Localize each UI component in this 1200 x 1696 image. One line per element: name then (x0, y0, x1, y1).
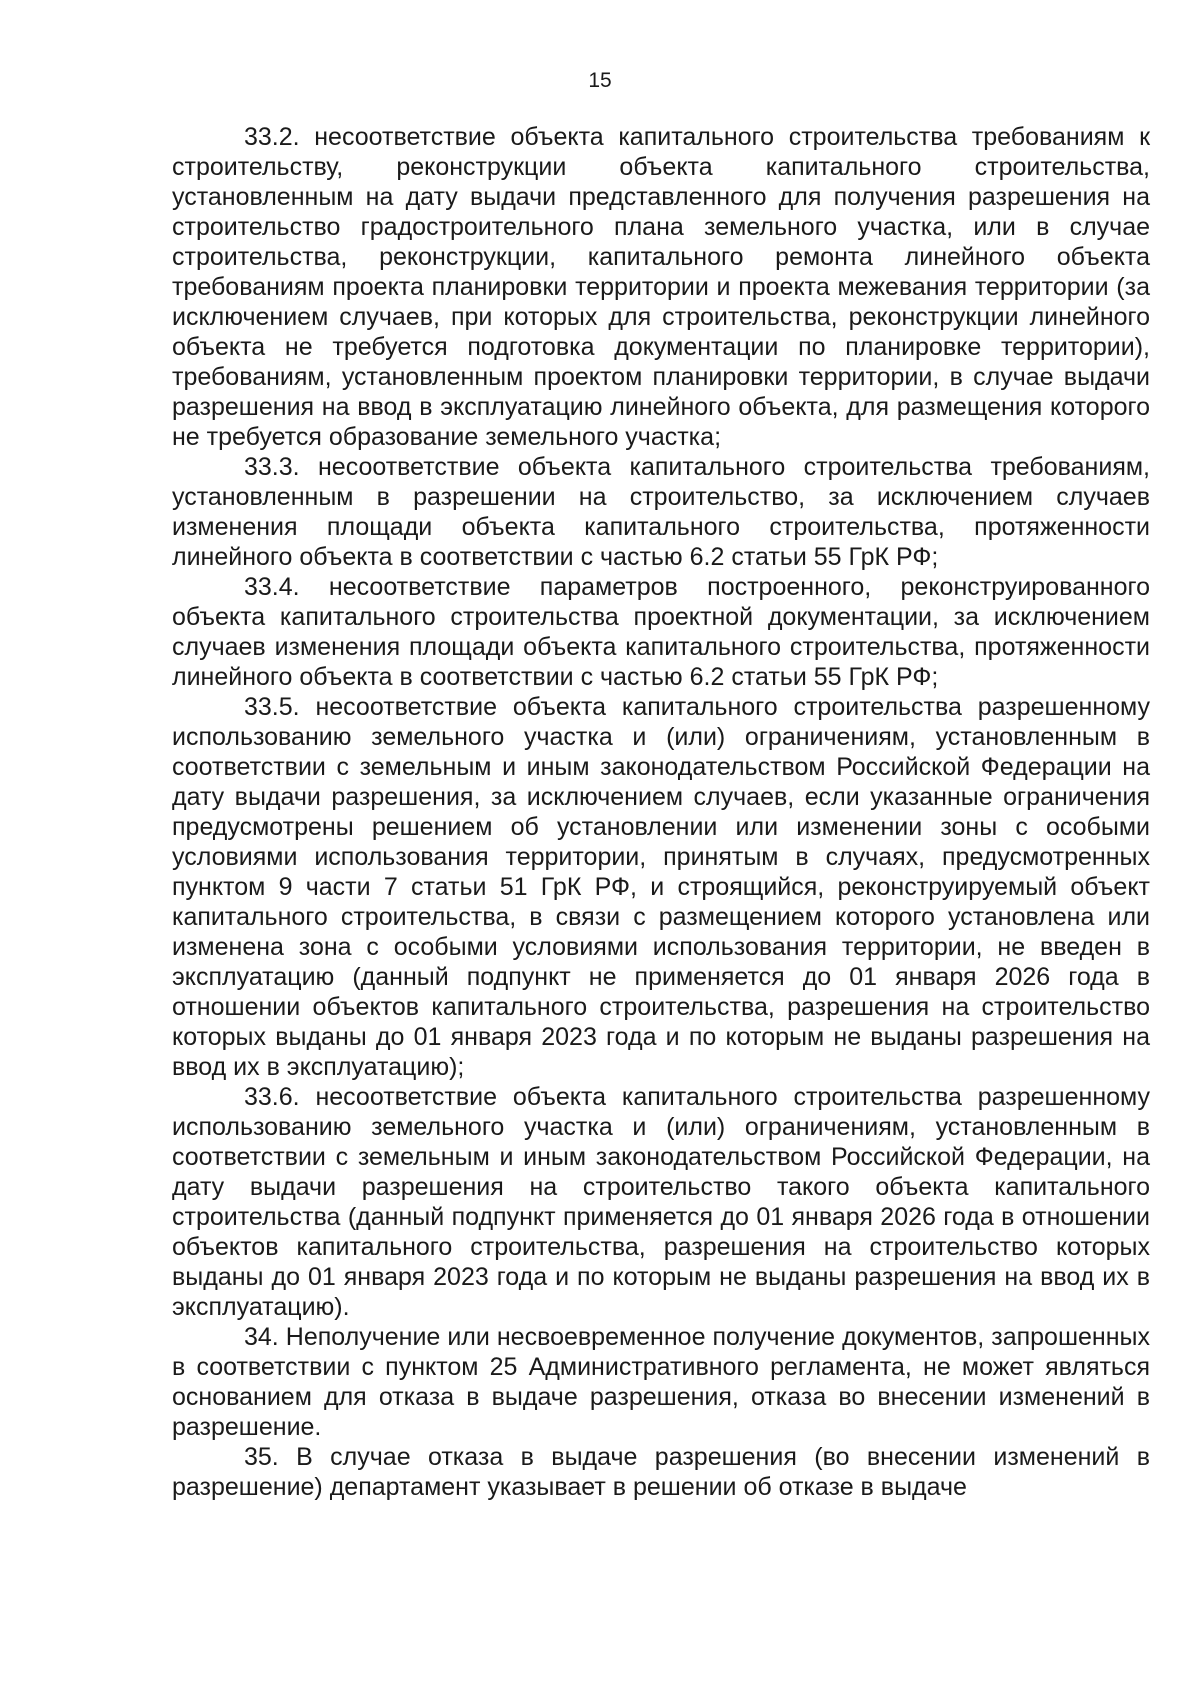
document-body (172, 122, 1150, 1502)
page-number: 15 (588, 69, 612, 92)
paragraph-33-6: 33.6. несоответствие объекта капитального строительства разрешенному использованию земельного участка и (или) ограничениям, установленным в соответствии с земельным и иным законодательством Российской Федерации, на дату выдачи разрешения на строительство такого объекта капитального строительства (данный подпункт применяется до 01 января 2026 года в отношении объектов капитального строительства, разрешения на строительство которых выданы до 01 января 2023 года и по которым не выданы разрешения на ввод их в эксплуатацию). (172, 1083, 1150, 1321)
paragraph-33-3: 33.3. несоответствие объекта капитального строительства требованиям, установленным в разрешении на строительство, за исключением случаев изменения площади объекта капитального строительства, протяженности линейного объекта в соответствии с частью 6.2 статьи 55 ГрК РФ; (172, 453, 1150, 571)
paragraph-33-4: 33.4. несоответствие параметров построенного, реконструированного объекта капитального строительства проектной документации, за исключением случаев изменения площади объекта капитального строительства, протяженности линейного объекта в соответствии с частью 6.2 статьи 55 ГрК РФ; (172, 573, 1150, 691)
paragraph-33-2: 33.2. несоответствие объекта капитального строительства требованиям к строительству, реконструкции объекта капитального строительства, установленным на дату выдачи представленного для получения разрешения на строительство градостроительного плана земельного участка, или в случае строительства, реконструкции, капитального ремонта линейного объекта требованиям проекта планировки территории и проекта межевания территории (за исключением случаев, при которых для строительства, реконструкции линейного объекта не требуется подготовка документации по планировке территории), требованиям, установленным проектом планировки территории, в случае выдачи разрешения на ввод в эксплуатацию линейного объекта, для размещения которого не требуется образование земельного участка; (172, 123, 1150, 451)
paragraph-35: 35. В случае отказа в выдаче разрешения (во внесении изменений в разрешение) департамент указывает в решении об отказе в выдаче (172, 1443, 1150, 1501)
paragraph-33-5: 33.5. несоответствие объекта капитального строительства разрешенному использованию земельного участка и (или) ограничениям, установленным в соответствии с земельным и иным законодательством Российской Федерации на дату выдачи разрешения, за исключением случаев, если указанные ограничения предусмотрены решением об установлении или изменении зоны с особыми условиями использования территории, принятым в случаях, предусмотренных пунктом 9 части 7 статьи 51 ГрК РФ, и строящийся, реконструируемый объект капитального строительства, в связи с размещением которого установлена или изменена зона с особыми условиями использования территории, не введен в эксплуатацию (данный подпункт не применяется до 01 января 2026 года в отношении объектов капитального строительства, разрешения на строительство которых выданы до 01 января 2023 года и по которым не выданы разрешения на ввод их в эксплуатацию); (172, 693, 1150, 1081)
paragraph-34: 34. Неполучение или несвоевременное получение документов, запрошенных в соответствии с пунктом 25 Административного регламента, не может являться основанием для отказа в выдаче разрешения, отказа во внесении изменений в разрешение. (172, 1323, 1150, 1441)
